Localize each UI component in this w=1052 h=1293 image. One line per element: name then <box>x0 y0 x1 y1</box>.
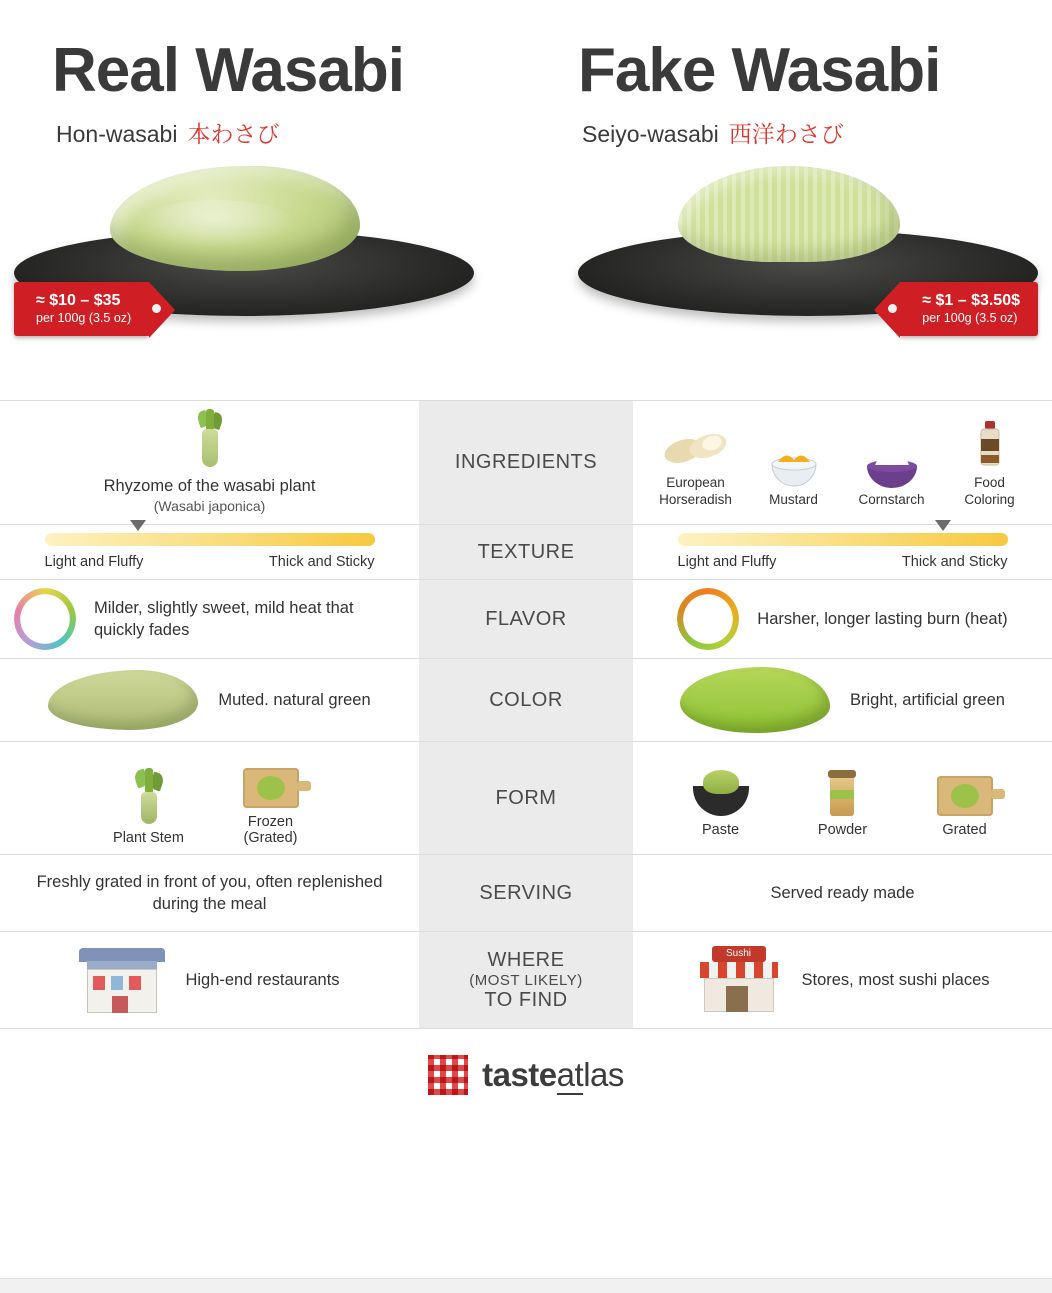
horseradish-icon <box>654 417 738 471</box>
ingredients-real-main: Rhyzome of the wasabi plant <box>103 477 316 495</box>
cell-ingredients-fake <box>633 401 1052 524</box>
flavor-wheel-icon <box>677 588 739 650</box>
where-label-sub2: TO FIND <box>484 988 568 1011</box>
ingredients-real-text <box>104 475 316 516</box>
subtitle-romaji-fake: Seiyo-wasabi <box>582 121 719 147</box>
texture-ends-real <box>45 553 375 571</box>
brand-part-1: taste <box>482 1056 557 1094</box>
where-fake-text: Stores, most sushi places <box>801 971 990 990</box>
texture-end-fake: Thick and Sticky <box>901 554 1008 571</box>
price-real: ≈ $10 – $35 <box>36 292 121 310</box>
row-flavor <box>0 579 1052 658</box>
flavor-real <box>14 588 405 650</box>
row-label-color: COLOR <box>419 659 633 741</box>
serving-fake-text: Served ready made <box>770 884 915 903</box>
cell-texture-fake <box>633 525 1052 579</box>
tag-hole-right <box>888 304 897 313</box>
ingredient-item <box>948 417 1032 509</box>
where-real-text: High-end restaurants <box>185 971 340 990</box>
cell-where-fake <box>633 932 1052 1028</box>
color-fake-text: Bright, artificial green <box>850 691 1005 710</box>
ingredients-real-fine: (Wasabi japonica) <box>153 498 266 515</box>
cell-serving-real <box>0 855 419 931</box>
form-item <box>101 766 197 846</box>
row-label-flavor: FLAVOR <box>419 580 633 658</box>
texture-bar-fake <box>678 533 1008 546</box>
cornstarch-bowl-icon <box>850 434 934 488</box>
restaurant-building-icon <box>79 944 165 1016</box>
form-label: Grated <box>942 822 987 839</box>
cell-form-fake <box>633 742 1052 854</box>
form-item <box>223 750 319 846</box>
subtitle-jp-real: 本わさび <box>187 121 280 147</box>
form-label: Paste <box>701 822 740 839</box>
brand-part-3: las <box>583 1056 624 1094</box>
row-label-ingredients: INGREDIENTS <box>419 401 633 524</box>
texture-scale-fake <box>678 533 1008 571</box>
form-list-fake <box>673 758 1013 838</box>
color-real <box>48 670 370 730</box>
page-title-fake: Fake Wasabi <box>578 36 941 105</box>
wasabi-rhyzome-icon <box>197 409 223 469</box>
color-fake <box>680 667 1005 733</box>
form-label: Plant Stem <box>113 830 184 847</box>
row-texture <box>0 524 1052 579</box>
form-label: Frozen (Grated) <box>243 814 298 847</box>
grater-board-icon <box>223 750 319 808</box>
cell-color-fake <box>633 659 1052 741</box>
texture-start-real: Light and Fluffy <box>44 554 144 571</box>
real-wasabi-photo <box>0 150 526 350</box>
form-list-real <box>101 750 319 846</box>
row-ingredients <box>0 400 1052 524</box>
fake-wasabi-photo <box>526 150 1052 350</box>
ingredient-label: Mustard <box>769 491 818 507</box>
flavor-real-text: Milder, slightly sweet, mild heat that quickly fades <box>94 599 354 640</box>
row-serving <box>0 854 1052 931</box>
form-item <box>673 758 769 838</box>
header <box>0 0 1052 400</box>
cell-ingredients-real <box>0 401 419 524</box>
price-fake: ≈ $1 – $3.50$ <box>922 292 1020 310</box>
row-label-serving: SERVING <box>419 855 633 931</box>
tasteatlas-logo-icon <box>428 1055 468 1095</box>
subtitle-real <box>56 116 526 149</box>
form-item <box>917 758 1013 838</box>
flavor-wheel-icon <box>14 588 76 650</box>
row-form <box>0 741 1052 854</box>
footer <box>0 1028 1052 1121</box>
form-item <box>795 758 891 838</box>
rhyzome-block <box>104 409 316 516</box>
wasabi-paste-real <box>110 166 360 271</box>
texture-start-fake: Light and Fluffy <box>677 554 777 571</box>
texture-ends-fake <box>678 553 1008 571</box>
ingredient-label: European Horseradish <box>659 474 732 507</box>
where-label-main: WHERE <box>487 948 565 971</box>
tasteatlas-wordmark <box>482 1056 624 1094</box>
subtitle-fake <box>582 116 1052 149</box>
color-real-text: Muted. natural green <box>218 691 371 710</box>
grated-board-icon <box>917 758 1013 816</box>
serving-real-text: Freshly grated in front of you, often replenished during the meal <box>36 873 383 914</box>
texture-marker-fake <box>935 520 951 531</box>
cell-where-real <box>0 932 419 1028</box>
header-left <box>0 0 526 400</box>
texture-scale-real <box>45 533 375 571</box>
bottom-bar <box>0 1278 1052 1293</box>
row-label-texture: TEXTURE <box>419 525 633 579</box>
row-label-where <box>419 932 633 1028</box>
texture-end-real: Thick and Sticky <box>268 554 375 571</box>
cell-serving-fake <box>633 855 1052 931</box>
sushi-shop-icon <box>696 944 782 1016</box>
brand-part-2: at <box>556 1056 584 1094</box>
sushi-sign-text: Sushi <box>712 946 766 962</box>
row-label-form: FORM <box>419 742 633 854</box>
cell-flavor-real <box>0 580 419 658</box>
price-tag-real <box>14 282 149 336</box>
price-tag-fake <box>900 282 1038 336</box>
paste-bowl-icon <box>673 758 769 816</box>
ingredient-label: Food Coloring <box>964 474 1015 507</box>
where-real <box>79 944 339 1016</box>
flavor-fake <box>677 588 1007 650</box>
form-label: Powder <box>817 822 868 839</box>
header-right <box>526 0 1052 400</box>
wasabi-paste-fake <box>678 166 900 262</box>
ingredient-list <box>654 417 1032 509</box>
ingredient-item <box>654 417 738 509</box>
page-title-real: Real Wasabi <box>52 36 404 105</box>
row-color <box>0 658 1052 741</box>
where-fake <box>696 944 990 1016</box>
cell-form-real <box>0 742 419 854</box>
ingredient-item <box>850 434 934 509</box>
food-coloring-bottle-icon <box>948 417 1032 471</box>
flavor-fake-text: Harsher, longer lasting burn (heat) <box>757 610 1008 629</box>
row-where <box>0 931 1052 1028</box>
where-label-sub1: (MOST LIKELY) <box>469 971 583 989</box>
subtitle-romaji-real: Hon-wasabi <box>56 121 178 147</box>
ingredient-label: Cornstarch <box>858 491 925 507</box>
plant-stem-icon <box>101 766 197 824</box>
mustard-bowl-icon <box>752 434 836 488</box>
cell-texture-real <box>0 525 419 579</box>
cell-color-real <box>0 659 419 741</box>
price-unit-fake: per 100g (3.5 oz) <box>922 311 1018 326</box>
subtitle-jp-fake: 西洋わさび <box>728 121 844 147</box>
texture-marker-real <box>130 520 146 531</box>
color-swatch-real-icon <box>48 670 198 730</box>
texture-bar-real <box>45 533 375 546</box>
ingredient-item <box>752 434 836 509</box>
cell-flavor-fake <box>633 580 1052 658</box>
tag-hole-left <box>152 304 161 313</box>
powder-can-icon <box>795 758 891 816</box>
color-swatch-fake-icon <box>680 667 830 733</box>
price-unit-real: per 100g (3.5 oz) <box>36 311 132 326</box>
